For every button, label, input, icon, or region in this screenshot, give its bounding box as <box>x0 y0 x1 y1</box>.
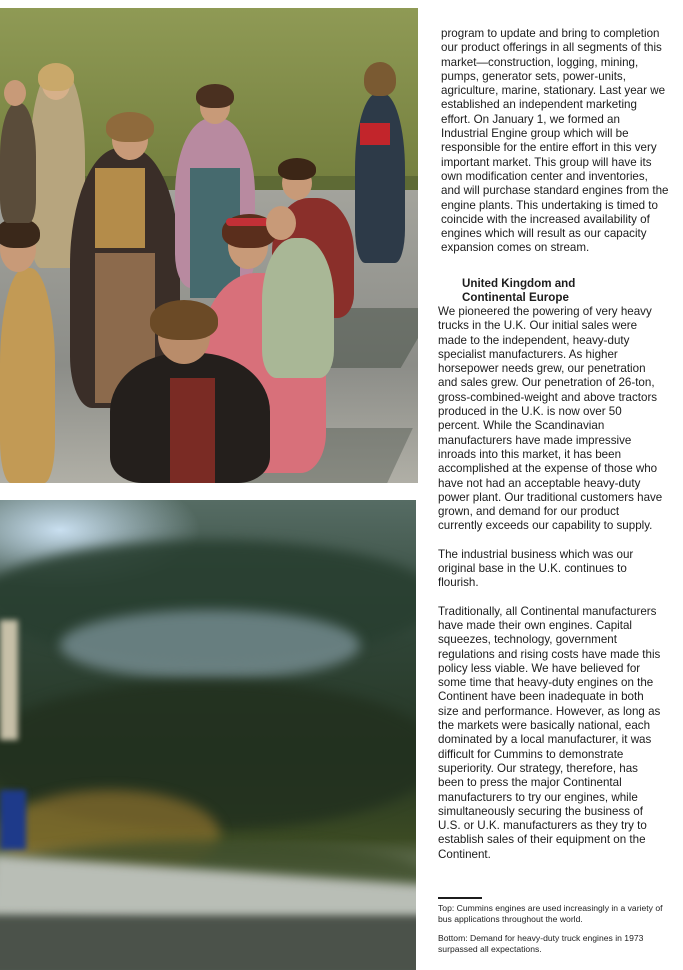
intro-paragraph <box>441 27 669 270</box>
students-walking-photo <box>0 8 418 483</box>
body-column <box>438 305 666 876</box>
paragraph-uk-industrial: The industrial business which was our original base in the U.K. continues to flourish. <box>438 547 634 590</box>
paragraph-uk-trucks: We pioneered the powering of very heavy trucks in the U.K. Our initial sales were made to the independent, heavy-duty specialist manufacturers. As higher horsepower needs grew, our penetration and sales grew. Our penetration of 26-ton, gross-combined-weight and above tractors produced in the U.K. is now over 50 percent. While the Scandinavian manufacturers have made impressive inroads into this market, it has been accomplished at the expense of those who have not had an acceptable heavy-duty power plant. Our traditional customers have grown, and demand for our product currently exceeds our capability to supply. <box>438 305 663 533</box>
paragraph-continental: Traditionally, all Continental manufacturers have made their own engines. Capital squeezes, technology, government regulations and rising costs have made this policy less viable. We have believed for some time that heavy-duty engines on the Continent have been inadequate in both size and performance. However, as long as the markets were basically national, each dominated by a local manufacturer, it was difficult for Cummins to demonstrate superiority. Our strategy, therefore, has been to press the major Continental manufacturers to try our engines, while simultaneously securing the business of U.S. or U.K. manufacturers as they try to establish sales of their equipment on the Continent. <box>438 604 661 861</box>
section-heading-line1: United Kingdom and <box>462 277 576 290</box>
intro-text: program to update and bring to completion our product offerings in all segments of this market—construction, logging, mining, pumps, generator sets, power-units, agriculture, marine, stationary. Last year we established an independent marketing effort. On January 1, we formed an Industrial Engine group which will be responsible for the entire effort in this very important market. This group will have its own modification center and inventories, and will purchase standard engines from the engine plants. This undertaking is timed to coincide with the increased availability of engines which will result as our capacity expansion comes on stream. <box>441 27 669 255</box>
caption-rule <box>438 897 482 899</box>
caption-top: Top: Cummins engines are used increasingly in a variety of bus applications throughout the world. <box>438 903 663 924</box>
truck-motion-blur-photo <box>0 500 416 970</box>
section-heading <box>462 277 662 306</box>
caption-bottom: Bottom: Demand for heavy-duty truck engines in 1973 surpassed all expectations. <box>438 933 644 954</box>
section-heading-line2: Continental Europe <box>462 291 569 305</box>
